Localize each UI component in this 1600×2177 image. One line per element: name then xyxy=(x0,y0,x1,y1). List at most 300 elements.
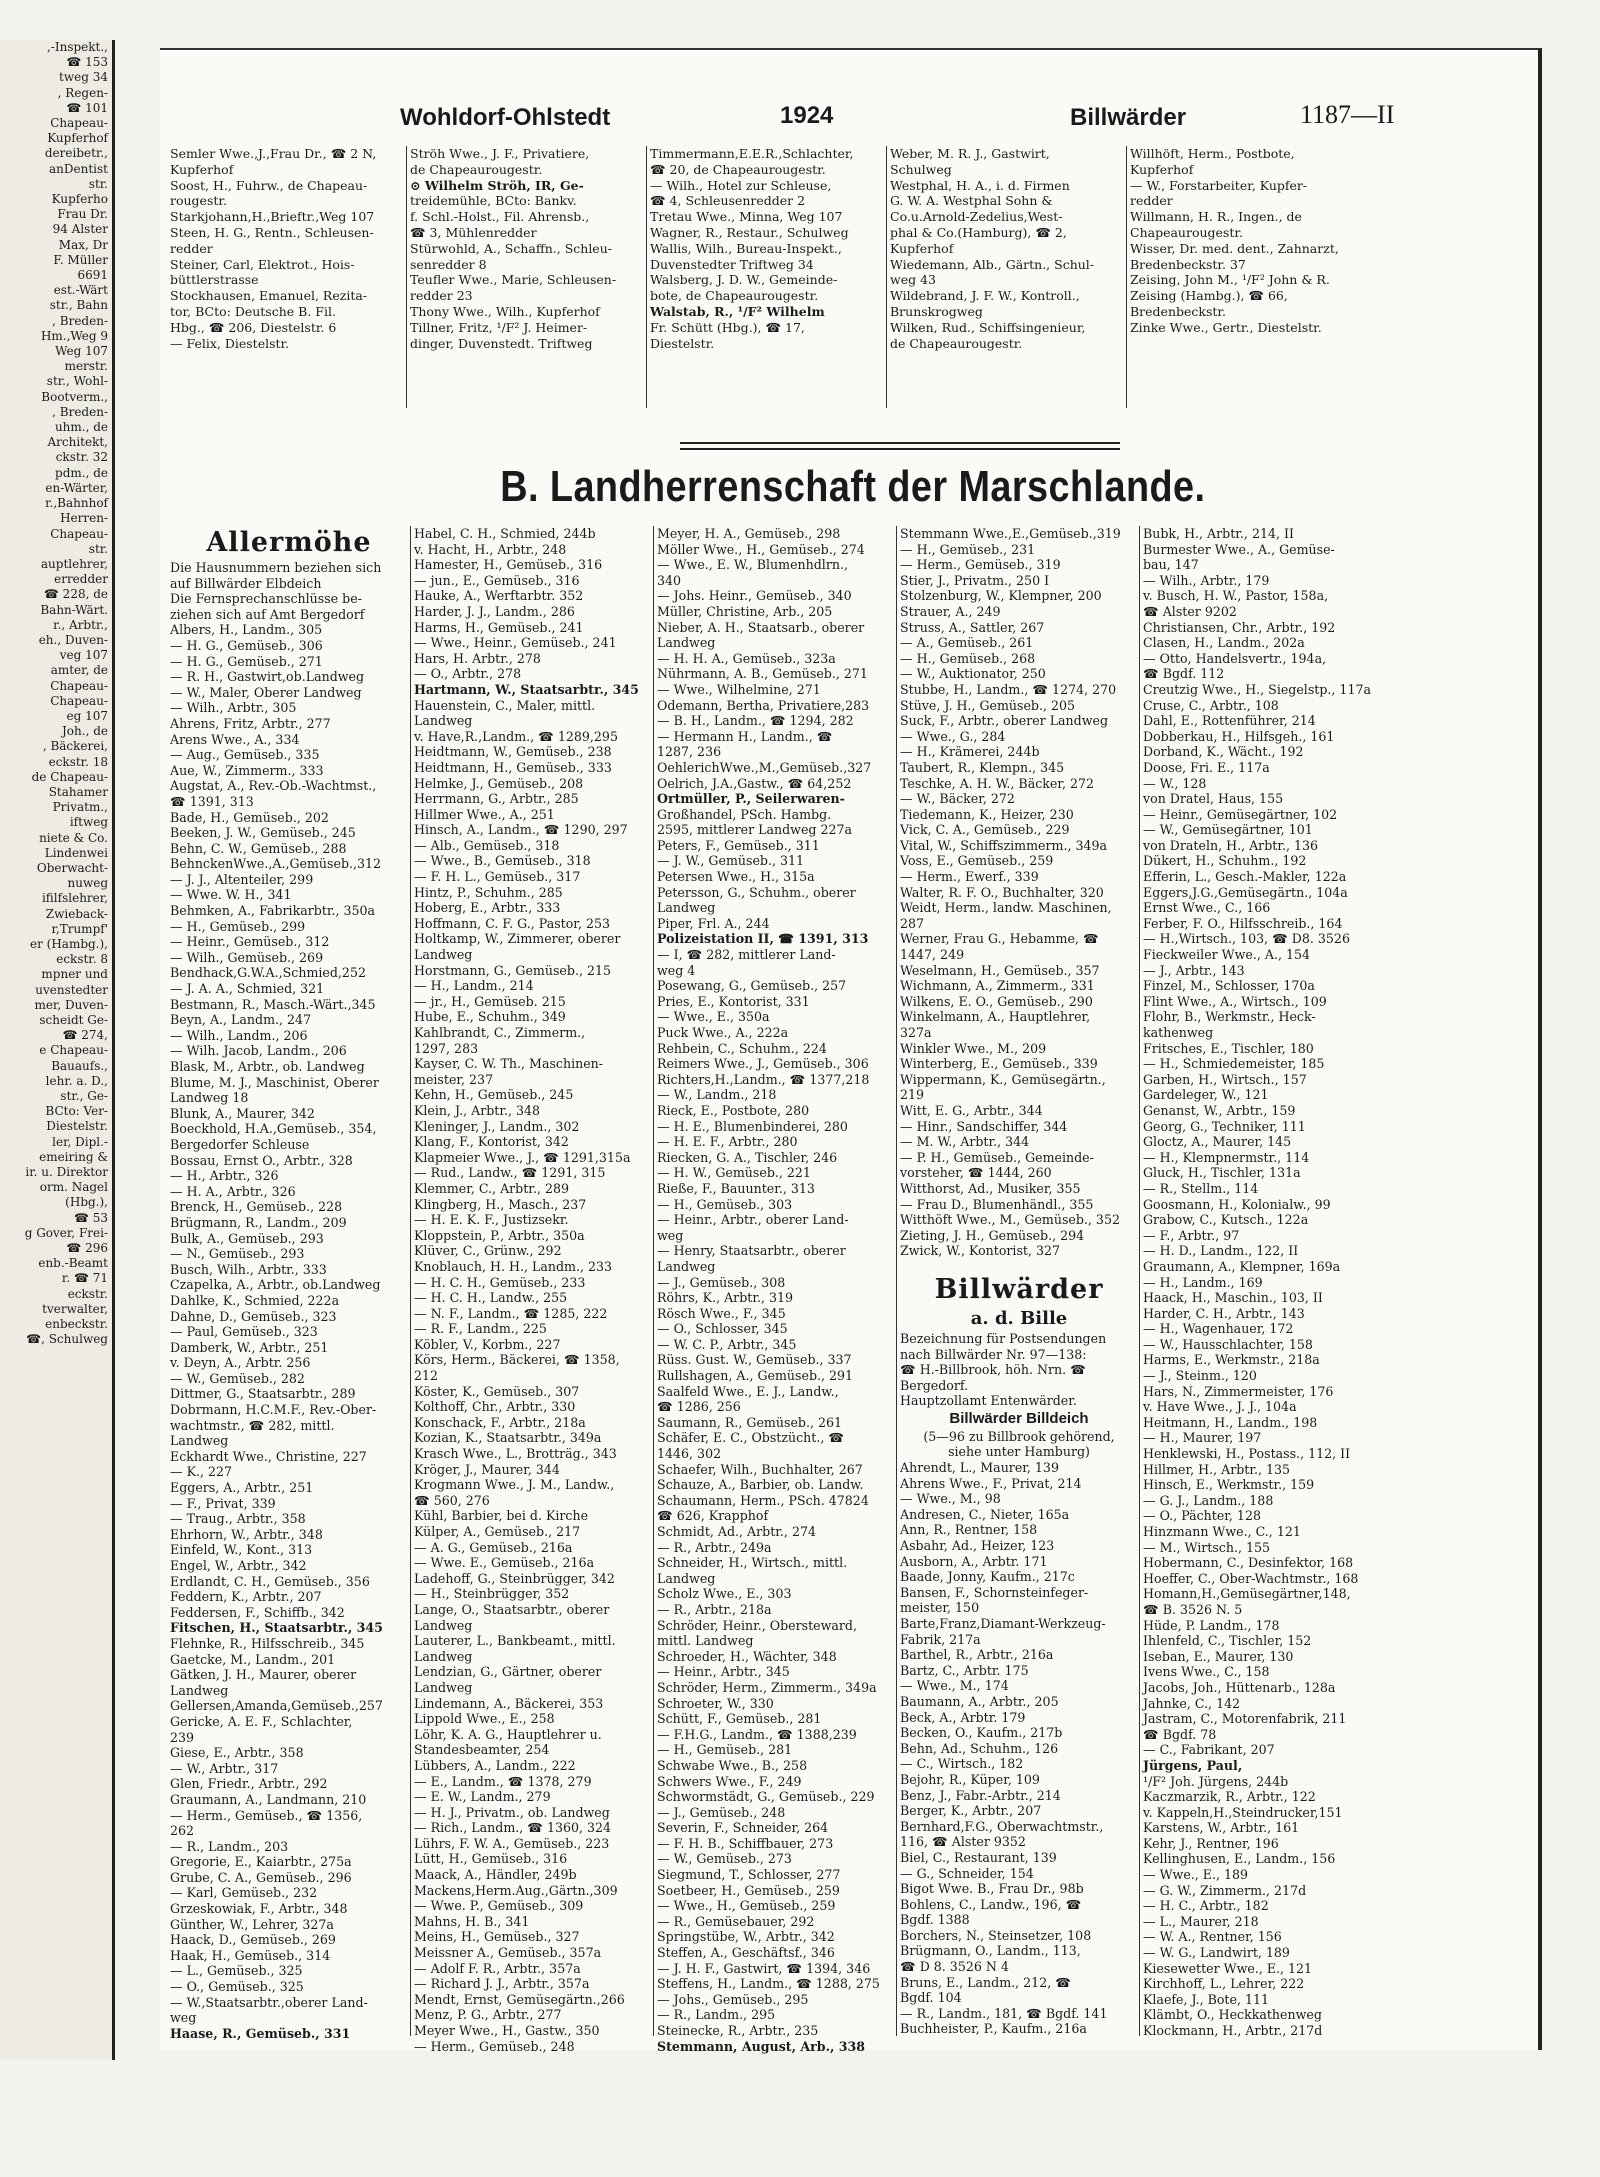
adjacent-page-fragment: pdm., de xyxy=(55,465,108,480)
directory-entry: — H. C. H., Gemüseb., 233 xyxy=(414,1274,586,1290)
directory-entry: Ladehoff, G., Steinbrügger, 342 xyxy=(414,1570,615,1586)
header-year: 1924 xyxy=(780,102,834,129)
directory-entry: Wilkens, E. O., Gemüseb., 290 xyxy=(900,993,1093,1009)
adjacent-page-fragment: uhm., de xyxy=(54,420,108,435)
directory-entry: — H., Arbtr., 326 xyxy=(170,1168,279,1184)
directory-entry: Richters,H.,Landm., ☎ 1377,218 xyxy=(657,1071,870,1087)
directory-entry: Schroeder, H., Wächter, 348 xyxy=(657,1648,837,1664)
directory-entry: Horstmann, G., Gemüseb., 215 xyxy=(414,962,611,978)
directory-entry: von Dratel, Haus, 155 xyxy=(1143,791,1284,807)
directory-entry: Hoberg, E., Arbtr., 333 xyxy=(414,900,561,916)
directory-entry: Rieße, F., Bauunter., 313 xyxy=(657,1180,815,1196)
directory-entry: Becken, O., Kaufm., 217b xyxy=(900,1725,1063,1741)
directory-entry: — Heinr., Arbtr., 345 xyxy=(657,1664,790,1680)
directory-entry: — R. H., Gastwirt,ob.Landweg xyxy=(170,669,365,685)
directory-entry: — L., Gemüseb., 325 xyxy=(170,1963,303,1979)
directory-entry: treidemühle, BCto: Bankv. xyxy=(410,193,577,209)
directory-entry: Creutzig Wwe., H., Siegelstp., 117a xyxy=(1143,681,1371,697)
directory-entry: Kozian, K., Staatsarbtr., 349a xyxy=(414,1430,602,1446)
directory-entry: — C., Wirtsch., 182 xyxy=(900,1756,1024,1772)
adjacent-page-fragment: ☎ 228, de xyxy=(43,587,108,602)
directory-entry: Stier, J., Privatm., 250 I xyxy=(900,572,1050,588)
directory-entry: Fitschen, H., Staatsarbtr., 345 xyxy=(170,1620,383,1636)
directory-entry: 262 xyxy=(170,1823,195,1839)
adjacent-page-fragment: g Gover, Frei- xyxy=(24,1225,108,1240)
directory-entry: Landweg xyxy=(657,1570,716,1586)
directory-entry: Holtkamp, W., Zimmerer, oberer xyxy=(414,931,621,947)
directory-entry: Clasen, H., Landm., 202a xyxy=(1143,635,1305,651)
directory-entry: Schütt, F., Gemüseb., 281 xyxy=(657,1711,822,1727)
directory-entry: — F., Privat, 339 xyxy=(170,1495,276,1511)
directory-entry: Blume, M. J., Maschinist, Oberer xyxy=(170,1074,379,1090)
directory-entry: Köster, K., Gemüseb., 307 xyxy=(414,1383,580,1399)
directory-entry: ☎ 20, de Chapeaurougestr. xyxy=(650,161,826,177)
directory-entry: Kahlbrandt, C., Zimmerm., xyxy=(414,1025,586,1040)
directory-entry: ⊙ Wilhelm Ströh, IR, Ge- xyxy=(410,177,584,193)
directory-entry: — Otto, Handelsvertr., 194a, xyxy=(1143,650,1327,666)
directory-entry: ☎ 3, Mühlenredder xyxy=(410,224,537,240)
directory-entry: de Chapeaurougestr. xyxy=(410,161,543,177)
directory-entry: — Wwe., E., 350a xyxy=(657,1009,770,1025)
adjacent-page-fragment: iftweg xyxy=(69,815,108,830)
directory-entry: Severin, F., Schneider, 264 xyxy=(657,1820,829,1836)
directory-entry: — L., Maurer, 218 xyxy=(1143,1913,1259,1929)
directory-entry: Goosmann, H., Kolonialw., 99 xyxy=(1143,1196,1331,1212)
directory-entry: Odemann, Bertha, Privatiere,283 xyxy=(657,697,870,713)
directory-entry: — H., Landm., 214 xyxy=(414,978,534,994)
directory-entry: Habel, C. H., Schmied, 244b xyxy=(414,526,596,541)
adjacent-page-fragment: er (Hambg.), xyxy=(29,936,108,951)
directory-entry: ☎ Alster 9202 xyxy=(1143,603,1237,619)
adjacent-page-fragment: Diestelstr. xyxy=(46,1119,108,1134)
directory-entry: Wallis, Wilh., Bureau-Inspekt., xyxy=(650,240,842,256)
adjacent-page-fragment: str., Ge- xyxy=(60,1089,108,1104)
adjacent-page-fragment: orm. Nagel xyxy=(39,1180,108,1195)
directory-entry: Gluck, H., Tischler, 131a xyxy=(1143,1165,1301,1181)
adjacent-page-fragment: anDentist xyxy=(49,161,108,176)
adjacent-page-fragment: ckstr. 32 xyxy=(55,450,108,465)
directory-entry: — W. C. P., Arbtr., 345 xyxy=(657,1336,797,1352)
adjacent-page-fragment: r.,Bahnhof xyxy=(45,496,108,511)
directory-entry: — Adolf F. R., Arbtr., 357a xyxy=(414,1960,581,1976)
directory-entry: bote, de Chapeaurougestr. xyxy=(650,288,819,304)
directory-entry: Biel, C., Restaurant, 139 xyxy=(900,1849,1057,1865)
directory-entry: Mackens,Herm.Aug.,Gärtn.,309 xyxy=(414,1882,618,1898)
adjacent-page-fragment: ler, Dipl.- xyxy=(52,1134,108,1149)
adjacent-page-fragment: tverwalter, xyxy=(42,1301,108,1316)
directory-entry: Bgdf. 104 xyxy=(900,1990,962,2006)
directory-entry: Kröger, J., Maurer, 344 xyxy=(414,1461,560,1477)
adjacent-page-fragment: r. ☎ 71 xyxy=(61,1271,108,1286)
directory-entry: Gätken, J. H., Maurer, oberer xyxy=(170,1667,357,1683)
directory-entry: Schwabe Wwe., B., 258 xyxy=(657,1757,808,1773)
directory-entry: Bansen, F., Schornsteinfeger- xyxy=(900,1584,1089,1600)
directory-entry: Nührmann, A. B., Gemüseb., 271 xyxy=(657,666,868,682)
directory-entry: Landweg xyxy=(657,900,716,916)
directory-entry: Hinsch, A., Landm., ☎ 1290, 297 xyxy=(414,822,628,838)
directory-entry: Petersen Wwe., H., 315a xyxy=(657,869,815,885)
directory-entry: Burmester Wwe., A., Gemüse- xyxy=(1143,541,1335,557)
directory-entry: Berger, K., Arbtr., 207 xyxy=(900,1803,1042,1819)
directory-entry: Ausborn, A., Arbtr. 171 xyxy=(900,1553,1048,1569)
adjacent-page-fragment: niete & Co. xyxy=(39,830,108,845)
directory-entry: dinger, Duvenstedt. Triftweg xyxy=(410,335,593,351)
directory-entry: — Wwe., M., 174 xyxy=(900,1678,1009,1694)
top-column-2 xyxy=(410,146,646,436)
directory-entry: v. Hacht, H., Arbtr., 248 xyxy=(414,541,567,557)
adjacent-page-fragment: Frau Dr. xyxy=(57,207,108,222)
header-left: Wohldorf-Ohlstedt xyxy=(400,104,611,131)
main-column-4 xyxy=(900,526,1138,2046)
directory-entry: Winkler Wwe., M., 209 xyxy=(900,1040,1047,1056)
directory-entry: — H., Maurer, 197 xyxy=(1143,1430,1262,1446)
section-intro-line: Die Fernsprechanschlüsse be- xyxy=(170,591,362,607)
directory-entry: Kirchhoff, L., Lehrer, 222 xyxy=(1143,1976,1305,1992)
directory-entry: Mendt, Ernst, Gemüsegärtn.,266 xyxy=(414,1991,625,2007)
adjacent-page-fragment: Chapeau- xyxy=(50,693,108,708)
directory-entry: Landweg xyxy=(414,1648,473,1664)
directory-entry: Willmann, H. R., Ingen., de xyxy=(1130,209,1302,225)
directory-entry: — W., Gemüseb., 282 xyxy=(170,1370,305,1386)
directory-entry: Schroeter, W., 330 xyxy=(657,1695,774,1711)
directory-entry: Feddern, K., Arbtr., 207 xyxy=(170,1589,322,1605)
directory-entry: Stolzenburg, W., Klempner, 200 xyxy=(900,588,1102,604)
directory-entry: Graumann, A., Landmann, 210 xyxy=(170,1791,367,1807)
directory-entry: Dükert, H., Schuhm., 192 xyxy=(1143,853,1307,869)
directory-entry: Stemmann, August, Arb., 338 xyxy=(657,2038,866,2054)
directory-entry: mittl. Landweg xyxy=(657,1633,754,1649)
directory-entry: Körs, Herm., Bäckerei, ☎ 1358, xyxy=(414,1352,620,1368)
adjacent-page-fragment: Bootverm., xyxy=(41,389,108,404)
directory-entry: Walter, R. F. O., Buchhalter, 320 xyxy=(900,884,1104,900)
directory-entry: — H., Gemüseb., 231 xyxy=(900,541,1036,557)
adjacent-page-fragment: scheidt Ge- xyxy=(39,1013,108,1027)
directory-entry: Flint Wwe., A., Wirtsch., 109 xyxy=(1143,993,1327,1009)
directory-entry: Gregorie, E., Kaiarbtr., 275a xyxy=(170,1854,352,1870)
directory-entry: Hoffmann, C. F. G., Pastor, 253 xyxy=(414,915,610,931)
directory-entry: Doose, Fri. E., 117a xyxy=(1143,759,1270,775)
directory-entry: Brügmann, R., Landm., 209 xyxy=(170,1214,347,1230)
top-column-4 xyxy=(890,146,1126,436)
directory-entry: Konschack, F., Arbtr., 218a xyxy=(414,1414,586,1430)
directory-entry: Witthöft Wwe., M., Gemüseb., 352 xyxy=(900,1212,1120,1228)
directory-entry: — P. H., Gemüseb., Gemeinde- xyxy=(900,1149,1094,1165)
directory-entry: Witt, E. G., Arbtr., 344 xyxy=(900,1102,1043,1118)
directory-entry: Schulweg xyxy=(890,161,952,177)
directory-entry: — Aug., Gemüseb., 335 xyxy=(170,747,320,763)
directory-entry: Harder, J. J., Landm., 286 xyxy=(414,603,575,619)
directory-entry: Albers, H., Landm., 305 xyxy=(170,622,323,638)
directory-entry: — Richard J. J., Arbtr., 357a xyxy=(414,1976,590,1992)
section-spacer xyxy=(900,1259,1138,1273)
directory-entry: Klingberg, H., Masch., 237 xyxy=(414,1196,587,1212)
directory-entry: — H. C., Arbtr., 182 xyxy=(1143,1898,1269,1914)
directory-entry: — R., Arbtr., 249a xyxy=(657,1539,772,1555)
directory-entry: Stubbe, H., Landm., ☎ 1274, 270 xyxy=(900,681,1117,697)
directory-entry: Damberk, W., Arbtr., 251 xyxy=(170,1339,329,1355)
directory-entry: Haak, H., Gemüseb., 314 xyxy=(170,1947,331,1963)
directory-entry: Kayser, C. W. Th., Maschinen- xyxy=(414,1056,604,1072)
directory-entry: 1287, 236 xyxy=(657,744,722,760)
directory-entry: Zeising, John M., ¹/F² John & R. xyxy=(1130,272,1330,288)
adjacent-page-fragment: ☎, Schulweg xyxy=(26,1332,108,1347)
main-column-2 xyxy=(414,526,652,2054)
directory-entry: Bohlens, C., Landw., 196, ☎ xyxy=(900,1896,1082,1912)
directory-entry: Harms, H., Gemüseb., 241 xyxy=(414,619,584,635)
directory-entry: v. Have Wwe., J. J., 104a xyxy=(1143,1399,1297,1415)
directory-entry: Voss, E., Gemüseb., 259 xyxy=(900,853,1054,869)
section-title-allermoehe: Allermöhe xyxy=(206,527,372,558)
adjacent-page-fragment: Lindenwei xyxy=(44,845,108,860)
directory-entry: — W., Landm., 218 xyxy=(657,1087,777,1103)
directory-entry: Petersson, G., Schuhm., oberer xyxy=(657,884,856,900)
adjacent-page-fragment: eckstr. xyxy=(67,1286,108,1301)
directory-entry: Ehrhorn, W., Arbtr., 348 xyxy=(170,1526,323,1542)
directory-entry: Teschke, A. H. W., Bäcker, 272 xyxy=(900,775,1095,791)
directory-entry: Czapelka, A., Arbtr., ob.Landweg xyxy=(170,1277,381,1293)
directory-entry: Gellersen,Amanda,Gemüseb.,257 xyxy=(170,1698,383,1714)
directory-entry: Klockmann, H., Arbtr., 217d xyxy=(1143,2023,1323,2038)
directory-entry: Scholz Wwe., E., 303 xyxy=(657,1586,792,1602)
directory-entry: Schaumann, Herm., PSch. 47824 xyxy=(657,1492,869,1508)
directory-entry: Kleninger, J., Landm., 302 xyxy=(414,1118,580,1134)
adjacent-page-fragment: amter, de xyxy=(50,663,108,678)
directory-entry: — H., Wagenhauer, 172 xyxy=(1143,1321,1294,1337)
directory-entry: Beck, A., Arbtr. 179 xyxy=(900,1709,1026,1725)
directory-entry: — jr., H., Gemüseb. 215 xyxy=(414,993,566,1009)
directory-entry: ☎ D 8. 3526 N 4 xyxy=(900,1959,1009,1975)
directory-entry: Einfeld, W., Kont., 313 xyxy=(170,1542,313,1558)
directory-entry: Müller, Christine, Arb., 205 xyxy=(657,603,833,619)
adjacent-page-fragment: Kupferho xyxy=(51,192,108,207)
adjacent-page-fragment: emeiring & xyxy=(39,1149,108,1164)
directory-entry: Wildebrand, J. F. W., Kontroll., xyxy=(890,288,1080,304)
directory-entry: Hube, E., Schuhm., 349 xyxy=(414,1009,566,1025)
directory-entry: — Wwe. P., Gemüseb., 309 xyxy=(414,1898,584,1914)
directory-entry: Hauke, A., Werftarbtr. 352 xyxy=(414,588,584,604)
directory-entry: Co.u.Arnold-Zedelius,West- xyxy=(890,209,1063,225)
directory-entry: Soost, H., Fuhrw., de Chapeau- xyxy=(170,177,368,193)
directory-entry: Weselmann, H., Gemüseb., 357 xyxy=(900,962,1100,978)
directory-entry: Günther, W., Lehrer, 327a xyxy=(170,1916,334,1932)
adjacent-page-fragment: str. xyxy=(88,541,108,556)
directory-entry: BehnckenWwe.,A.,Gemüseb.,312 xyxy=(170,856,382,872)
directory-entry: Beeken, J. W., Gemüseb., 245 xyxy=(170,825,356,841)
directory-entry: — Traug., Arbtr., 358 xyxy=(170,1511,306,1527)
directory-entry: Wippermann, K., Gemüsegärtn., xyxy=(900,1071,1106,1087)
directory-entry: — H. G., Gemüseb., 306 xyxy=(170,637,323,653)
directory-entry: meister, 150 xyxy=(900,1600,980,1616)
directory-entry: ☎ B. 3526 N. 5 xyxy=(1143,1601,1243,1617)
directory-entry: Lippold Wwe., E., 258 xyxy=(414,1711,555,1727)
directory-entry: — W., Maler, Oberer Landweg xyxy=(170,684,362,700)
directory-entry: Hamester, H., Gemüseb., 316 xyxy=(414,557,603,573)
directory-entry: — W., Gemüseb., 273 xyxy=(657,1851,792,1867)
directory-entry: — H. D., Landm., 122, II xyxy=(1143,1243,1299,1259)
directory-entry: Hinzmann Wwe., C., 121 xyxy=(1143,1524,1301,1539)
directory-entry: Ströh Wwe., J. F., Privatiere, xyxy=(410,146,590,161)
directory-entry: Kellinghusen, E., Landm., 156 xyxy=(1143,1851,1336,1867)
directory-entry: — F., Arbtr., 97 xyxy=(1143,1227,1240,1243)
directory-entry: Iseban, E., Maurer, 130 xyxy=(1143,1648,1294,1664)
directory-entry: — R. F., Landm., 225 xyxy=(414,1321,547,1337)
directory-entry: Kiesewetter Wwe., E., 121 xyxy=(1143,1960,1313,1976)
section-title-billwaerder: Billwärder xyxy=(934,1273,1104,1305)
directory-entry: Hinsch, E., Werkmstr., 159 xyxy=(1143,1477,1315,1493)
directory-entry: Baumann, A., Arbtr., 205 xyxy=(900,1693,1059,1709)
directory-entry: Brunskrogweg xyxy=(890,303,983,319)
directory-entry: Dahlke, K., Schmied, 222a xyxy=(170,1292,340,1308)
directory-entry: Hauenstein, C., Maler, mittl. xyxy=(414,697,596,713)
directory-entry: — H. H. A., Gemüseb., 323a xyxy=(657,650,836,666)
directory-entry: Buchheister, P., Kaufm., 216a xyxy=(900,2021,1087,2037)
directory-entry: — R., Landm., 181, ☎ Bgdf. 141 xyxy=(900,2005,1108,2021)
directory-entry: Landweg xyxy=(414,1679,473,1695)
directory-entry: — Heinr., Gemüsegärtner, 102 xyxy=(1143,806,1338,822)
directory-entry: — Hermann H., Landm., ☎ xyxy=(657,728,833,744)
directory-entry: Schneider, H., Wirtsch., mittl. xyxy=(657,1555,848,1571)
directory-entry: Kehr, J., Rentner, 196 xyxy=(1143,1835,1279,1851)
directory-entry: Graumann, A., Klempner, 169a xyxy=(1143,1258,1341,1274)
directory-entry: Timmermann,E.E.R.,Schlachter, xyxy=(650,146,854,161)
column-divider xyxy=(410,526,411,2036)
directory-entry: Kaczmarzik, R., Arbtr., 122 xyxy=(1143,1789,1316,1805)
directory-entry: büttlerstrasse xyxy=(170,272,259,288)
top-column-1 xyxy=(170,146,406,436)
directory-entry: Garben, H., Wirtsch., 157 xyxy=(1143,1071,1307,1087)
directory-entry: Piper, Frl. A., 244 xyxy=(657,915,770,931)
directory-entry: Lübbers, A., Landm., 222 xyxy=(414,1757,576,1773)
directory-entry: — W., Bäcker, 272 xyxy=(900,791,1015,807)
directory-entry: Jürgens, Paul, xyxy=(1143,1757,1243,1773)
adjacent-page-fragment: enbeckstr. xyxy=(45,1317,108,1332)
directory-entry: — H., Klempnermstr., 114 xyxy=(1143,1149,1310,1165)
directory-entry: Herrmann, G., Arbtr., 285 xyxy=(414,791,579,807)
adjacent-page-fragment: Stahamer xyxy=(48,784,108,799)
directory-entry: Weber, M. R. J., Gastwirt, xyxy=(890,146,1050,161)
directory-entry: Busch, Wilh., Arbtr., 333 xyxy=(170,1261,327,1277)
directory-entry: Reimers Wwe., J., Gemüseb., 306 xyxy=(657,1056,869,1072)
top-continuation-columns xyxy=(170,146,1530,436)
directory-entry: Giese, E., Arbtr., 358 xyxy=(170,1745,304,1761)
directory-entry: Ann, R., Rentner, 158 xyxy=(900,1522,1038,1538)
directory-entry: Suck, F., Arbtr., oberer Landweg xyxy=(900,713,1109,729)
directory-entry: Walstab, R., ¹/F² Wilhelm xyxy=(650,303,825,319)
directory-entry: — O., Pächter, 128 xyxy=(1143,1508,1261,1524)
directory-entry: Boeckhold, H.A.,Gemüseb., 354, xyxy=(170,1121,377,1137)
directory-entry: — H. E. K. F., Justizsekr. xyxy=(414,1212,569,1228)
directory-entry: Karstens, W., Arbtr., 161 xyxy=(1143,1820,1300,1836)
directory-entry: Schaefer, Wilh., Buchhalter, 267 xyxy=(657,1461,863,1477)
directory-entry: Zinke Wwe., Gertr., Diestelstr. xyxy=(1130,319,1322,335)
directory-entry: Teufler Wwe., Marie, Schleusen- xyxy=(410,272,617,288)
directory-entry: 1446, 302 xyxy=(657,1446,722,1462)
adjacent-page-fragment: ,-Inspekt., xyxy=(46,40,108,54)
directory-entry: — Wwe., Wilhelmine, 271 xyxy=(657,681,821,697)
directory-entry: — M., Wirtsch., 155 xyxy=(1143,1539,1271,1555)
directory-entry: Riecken, G. A., Tischler, 246 xyxy=(657,1149,838,1165)
directory-entry: — H., Gemüseb., 303 xyxy=(657,1196,793,1212)
directory-entry: — Johs., Gemüseb., 295 xyxy=(657,1991,809,2007)
directory-entry: bau, 147 xyxy=(1143,557,1199,573)
directory-entry: Ahrens, Fritz, Arbtr., 277 xyxy=(170,715,331,731)
directory-entry: — O., Arbtr., 278 xyxy=(414,666,522,682)
adjacent-page-fragment: erredder xyxy=(54,572,108,587)
directory-entry: wachtmstr., ☎ 282, mittl. xyxy=(170,1417,335,1433)
adjacent-page-fragment: BCto: Ver- xyxy=(45,1104,108,1119)
adjacent-page-fragment: Chapeau- xyxy=(50,526,108,541)
adjacent-page-fragment: est.-Wärt xyxy=(53,283,108,298)
directory-entry: 219 xyxy=(900,1087,925,1103)
column-divider xyxy=(646,146,647,408)
directory-entry: Bgdf. 1388 xyxy=(900,1912,970,1928)
directory-entry: Kolthoff, Chr., Arbtr., 330 xyxy=(414,1399,576,1415)
directory-entry: Erdlandt, C. H., Gemüseb., 356 xyxy=(170,1573,370,1589)
adjacent-page-fragment: eckstr. 8 xyxy=(56,952,108,967)
directory-entry: Menz, P. G., Arbtr., 277 xyxy=(414,2007,562,2023)
directory-entry: Bestmann, R., Masch.-Wärt.,345 xyxy=(170,996,376,1012)
directory-entry: — R., Stellm., 114 xyxy=(1143,1180,1259,1196)
directory-entry: Georg, G., Techniker, 111 xyxy=(1143,1118,1306,1134)
directory-entry: Engel, W., Arbtr., 342 xyxy=(170,1558,307,1573)
directory-entry: — R., Gemüsebauer, 292 xyxy=(657,1913,815,1929)
directory-entry: — H. E., Blumenbinderei, 280 xyxy=(657,1118,848,1134)
directory-entry: — H. W., Gemüseb., 221 xyxy=(657,1165,811,1181)
directory-entry: senredder 8 xyxy=(410,256,487,272)
directory-entry: 212 xyxy=(414,1368,439,1384)
section-intro-line: ziehen sich auf Amt Bergedorf xyxy=(170,606,365,622)
directory-entry: Pries, E., Kontorist, 331 xyxy=(657,993,810,1009)
directory-entry: — Wwe., E. W., Blumenhdlrn., xyxy=(657,557,848,573)
adjacent-page-fragment: mpner und xyxy=(41,967,108,982)
adjacent-page-fragment: e Chapeau- xyxy=(39,1043,108,1058)
directory-entry: — Wwe., G., 284 xyxy=(900,728,1006,744)
adjacent-page-fragment: en-Wärter, xyxy=(45,480,108,495)
directory-entry: — G. J., Landm., 188 xyxy=(1143,1492,1274,1508)
directory-entry: — J. H. F., Gastwirt, ☎ 1394, 346 xyxy=(657,1960,871,1976)
adjacent-page-fragment: veg 107 xyxy=(59,648,108,663)
directory-entry: Landweg 18 xyxy=(170,1090,249,1106)
directory-entry: ☎ Bgdf. 78 xyxy=(1143,1726,1217,1742)
directory-entry: — W.,Staatsarbtr.,oberer Land- xyxy=(170,1994,368,2010)
directory-entry: Walsberg, J. D. W., Gemeinde- xyxy=(650,272,838,288)
directory-entry: Kupferhof xyxy=(890,240,954,256)
directory-entry: — Herm., Gemüseb., 248 xyxy=(414,2038,575,2054)
directory-entry: Meins, H., Gemüseb., 327 xyxy=(414,1929,580,1945)
directory-entry: Klang, F., Kontorist, 342 xyxy=(414,1134,569,1150)
directory-entry: phal & Co.(Hamburg), ☎ 2, xyxy=(890,224,1067,240)
directory-entry: — H. G., Gemüseb., 271 xyxy=(170,653,323,669)
column-divider xyxy=(406,146,407,408)
title-rule-bottom xyxy=(680,448,1120,450)
directory-entry: — Wwe., B., Gemüseb., 318 xyxy=(414,853,591,869)
directory-entry: Kupferhof xyxy=(1130,161,1194,177)
column-divider xyxy=(886,146,887,408)
directory-entry: — E., Landm., ☎ 1378, 279 xyxy=(414,1773,592,1789)
directory-entry: Stüve, J. H., Gemüseb., 205 xyxy=(900,697,1076,713)
directory-entry: Eggers,J.G.,Gemüsegärtn., 104a xyxy=(1143,884,1348,900)
directory-entry: Rehbein, C., Schuhm., 224 xyxy=(657,1040,827,1056)
directory-entry: Klüver, C., Grünw., 292 xyxy=(414,1243,562,1259)
directory-entry: — Wilh., Hotel zur Schleuse, xyxy=(650,177,832,193)
adjacent-page-fragment: , Regen- xyxy=(57,85,108,100)
subsection-title: Billwärder Billdeich xyxy=(949,1409,1089,1427)
directory-entry: Meissner A., Gemüseb., 357a xyxy=(414,1945,602,1961)
directory-entry: 1297, 283 xyxy=(414,1040,479,1056)
adjacent-page-fragment: 94 Alster xyxy=(52,222,108,237)
adjacent-page-fragment: r., Arbtr., xyxy=(53,617,108,632)
directory-entry: — Wwe. W. H., 341 xyxy=(170,887,292,903)
